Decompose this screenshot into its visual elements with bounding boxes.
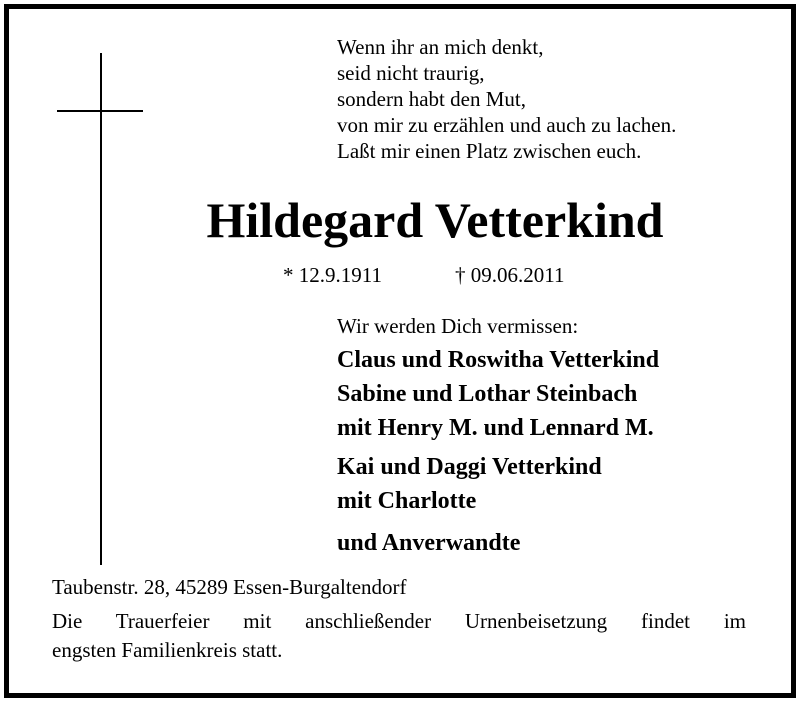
address: Taubenstr. 28, 45289 Essen-Burgaltendorf	[52, 575, 407, 599]
poem	[337, 34, 676, 164]
funeral-notice	[52, 607, 746, 665]
poem-line: seid nicht traurig,	[337, 61, 485, 85]
deceased-name: Hildegard Vetterkind	[206, 192, 664, 248]
poem-line: Wenn ihr an mich denkt,	[337, 35, 544, 59]
notice-line-1: Die Trauerfeier mit anschließender Urnenbeisetzung findet im	[52, 609, 746, 633]
mourner-line: Kai und Daggi Vetterkind	[337, 454, 602, 480]
notice-line-2: engsten Familienkreis statt.	[52, 638, 283, 662]
cross-icon	[100, 53, 102, 565]
relatives-line: und Anverwandte	[337, 530, 521, 556]
mourner-line: Claus und Roswitha Vetterkind	[337, 347, 660, 373]
cross-icon-bar	[57, 110, 143, 112]
mourner-line: mit Charlotte	[337, 488, 477, 514]
mourner-line: Sabine und Lothar Steinbach	[337, 381, 638, 407]
poem-line: von mir zu erzählen und auch zu lachen.	[337, 113, 677, 137]
mourners-group-1	[337, 343, 659, 445]
mourners-group-2	[337, 450, 602, 518]
death-date: † 09.06.2011	[455, 263, 565, 287]
mourners-intro: Wir werden Dich vermissen:	[337, 314, 579, 338]
mourner-line: mit Henry M. und Lennard M.	[337, 415, 654, 441]
poem-line: Laßt mir einen Platz zwischen euch.	[337, 139, 642, 163]
poem-line: sondern habt den Mut,	[337, 87, 526, 111]
birth-date: * 12.9.1911	[283, 263, 382, 287]
